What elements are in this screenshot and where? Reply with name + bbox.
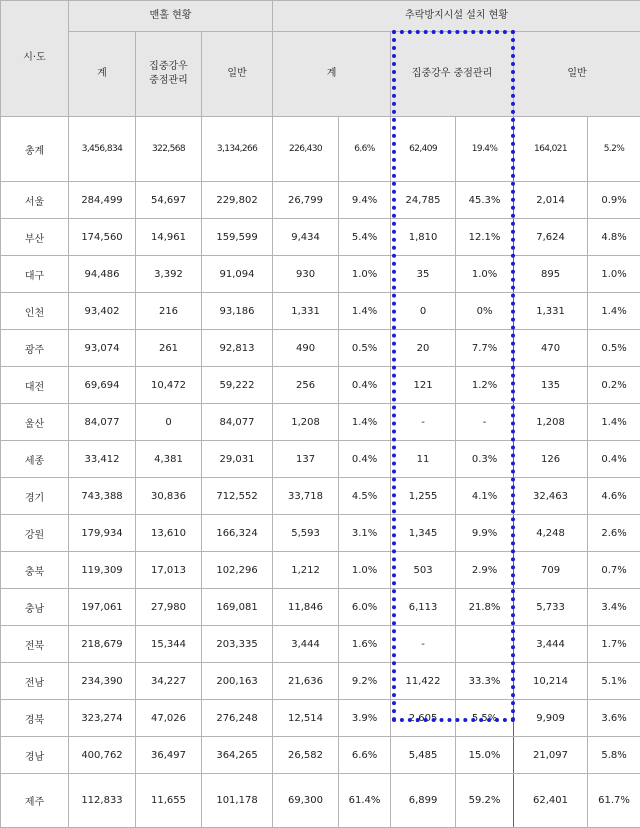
region-cell: 전남	[1, 663, 69, 700]
facility-total-pct-cell: 0.4%	[339, 367, 391, 404]
manhole-intensive-cell: 322,568	[136, 117, 202, 182]
region-cell: 강원	[1, 515, 69, 552]
manhole-general-cell: 166,324	[202, 515, 273, 552]
manhole-general-cell: 91,094	[202, 256, 273, 293]
facility-total-count-cell: 1,212	[273, 552, 339, 589]
facility-total-pct-cell: 6.6%	[339, 117, 391, 182]
facility-general-pct-cell: 0.2%	[588, 367, 640, 404]
facility-general-count-cell: 7,624	[514, 219, 588, 256]
region-cell: 전북	[1, 626, 69, 663]
facility-general-count-cell: 1,331	[514, 293, 588, 330]
manhole-general-cell: 203,335	[202, 626, 273, 663]
facility-intensive-pct-cell: 4.1%	[456, 478, 514, 515]
facility-intensive-count-cell: 5,485	[391, 737, 456, 774]
facility-intensive-count-cell: 503	[391, 552, 456, 589]
manhole-general-cell: 29,031	[202, 441, 273, 478]
region-cell: 경남	[1, 737, 69, 774]
manhole-intensive-cell: 30,836	[136, 478, 202, 515]
manhole-intensive-cell: 14,961	[136, 219, 202, 256]
header-row-sub	[1, 32, 640, 117]
facility-total-count-cell: 1,331	[273, 293, 339, 330]
table-row	[1, 663, 640, 700]
facility-general-count-cell: 3,444	[514, 626, 588, 663]
manhole-total-cell: 119,309	[69, 552, 136, 589]
manhole-general-cell: 92,813	[202, 330, 273, 367]
facility-general-pct-cell: 0.5%	[588, 330, 640, 367]
manhole-intensive-cell: 13,610	[136, 515, 202, 552]
facility-total-pct-cell: 3.9%	[339, 700, 391, 737]
facility-total-count-cell: 11,846	[273, 589, 339, 626]
facility-intensive-count-cell: 1,255	[391, 478, 456, 515]
manhole-total-cell: 284,499	[69, 182, 136, 219]
facility-intensive-pct-cell: 59.2%	[456, 774, 514, 828]
facility-intensive-pct-cell: 5.5%	[456, 700, 514, 737]
table-header	[1, 1, 640, 117]
facility-total-count-cell: 9,434	[273, 219, 339, 256]
manhole-general-cell: 200,163	[202, 663, 273, 700]
region-cell: 광주	[1, 330, 69, 367]
facility-total-pct-cell: 1.4%	[339, 293, 391, 330]
region-cell: 울산	[1, 404, 69, 441]
header-manhole-general: 일반	[202, 32, 273, 117]
region-cell: 경북	[1, 700, 69, 737]
facility-general-pct-cell: 0.7%	[588, 552, 640, 589]
facility-intensive-count-cell: 24,785	[391, 182, 456, 219]
facility-general-count-cell: 9,909	[514, 700, 588, 737]
facility-intensive-pct-cell: 45.3%	[456, 182, 514, 219]
facility-intensive-pct-cell: 1.2%	[456, 367, 514, 404]
facility-intensive-pct-cell: 2.9%	[456, 552, 514, 589]
header-region: 시·도	[1, 1, 69, 117]
facility-intensive-count-cell: 11,422	[391, 663, 456, 700]
header-facility-total: 계	[273, 32, 391, 117]
region-cell: 충남	[1, 589, 69, 626]
facility-general-pct-cell: 2.6%	[588, 515, 640, 552]
facility-total-count-cell: 930	[273, 256, 339, 293]
facility-general-count-cell: 10,214	[514, 663, 588, 700]
table-row	[1, 774, 640, 828]
manhole-general-cell: 276,248	[202, 700, 273, 737]
facility-general-count-cell: 135	[514, 367, 588, 404]
header-facility-status: 추락방지시설 설치 현황	[273, 1, 640, 32]
manhole-general-cell: 364,265	[202, 737, 273, 774]
facility-general-count-cell: 2,014	[514, 182, 588, 219]
facility-intensive-pct-cell: 21.8%	[456, 589, 514, 626]
region-cell: 부산	[1, 219, 69, 256]
manhole-general-cell: 101,178	[202, 774, 273, 828]
manhole-intensive-cell: 3,392	[136, 256, 202, 293]
table-row	[1, 367, 640, 404]
facility-intensive-count-cell: -	[391, 404, 456, 441]
manhole-general-cell: 84,077	[202, 404, 273, 441]
facility-intensive-count-cell: 6,899	[391, 774, 456, 828]
table-body	[1, 117, 640, 828]
facility-total-pct-cell: 6.6%	[339, 737, 391, 774]
facility-total-count-cell: 5,593	[273, 515, 339, 552]
manhole-total-cell: 84,077	[69, 404, 136, 441]
manhole-total-cell: 3,456,834	[69, 117, 136, 182]
facility-total-pct-cell: 61.4%	[339, 774, 391, 828]
manhole-total-cell: 400,762	[69, 737, 136, 774]
header-manhole-total: 계	[69, 32, 136, 117]
facility-intensive-pct-cell: 1.0%	[456, 256, 514, 293]
facility-total-pct-cell: 0.5%	[339, 330, 391, 367]
region-cell: 제주	[1, 774, 69, 828]
facility-general-count-cell: 709	[514, 552, 588, 589]
facility-general-pct-cell: 1.4%	[588, 404, 640, 441]
manhole-total-cell: 743,388	[69, 478, 136, 515]
manhole-general-cell: 712,552	[202, 478, 273, 515]
facility-general-pct-cell: 5.1%	[588, 663, 640, 700]
facility-intensive-count-cell: 35	[391, 256, 456, 293]
facility-intensive-count-cell: 20	[391, 330, 456, 367]
manhole-total-cell: 69,694	[69, 367, 136, 404]
table-row	[1, 293, 640, 330]
manhole-total-cell: 323,274	[69, 700, 136, 737]
facility-intensive-count-cell: -	[391, 626, 456, 663]
manhole-total-cell: 174,560	[69, 219, 136, 256]
facility-general-count-cell: 470	[514, 330, 588, 367]
facility-total-count-cell: 26,582	[273, 737, 339, 774]
facility-total-pct-cell: 9.4%	[339, 182, 391, 219]
facility-general-count-cell: 32,463	[514, 478, 588, 515]
table-row	[1, 515, 640, 552]
facility-total-count-cell: 490	[273, 330, 339, 367]
header-row-group	[1, 1, 640, 32]
facility-general-pct-cell: 3.4%	[588, 589, 640, 626]
manhole-intensive-cell: 11,655	[136, 774, 202, 828]
facility-total-count-cell: 33,718	[273, 478, 339, 515]
manhole-intensive-cell: 17,013	[136, 552, 202, 589]
manhole-intensive-cell: 15,344	[136, 626, 202, 663]
facility-intensive-pct-cell	[456, 626, 514, 663]
manhole-general-cell: 93,186	[202, 293, 273, 330]
manhole-intensive-cell: 261	[136, 330, 202, 367]
facility-general-count-cell: 5,733	[514, 589, 588, 626]
region-cell: 총계	[1, 117, 69, 182]
facility-general-pct-cell: 61.7%	[588, 774, 640, 828]
facility-general-pct-cell: 1.4%	[588, 293, 640, 330]
manhole-intensive-cell: 0	[136, 404, 202, 441]
manhole-intensive-cell: 4,381	[136, 441, 202, 478]
header-manhole-status: 맨홀 현황	[69, 1, 273, 32]
manhole-intensive-cell: 36,497	[136, 737, 202, 774]
facility-total-count-cell: 137	[273, 441, 339, 478]
facility-general-count-cell: 62,401	[514, 774, 588, 828]
facility-total-pct-cell: 1.6%	[339, 626, 391, 663]
table-row	[1, 737, 640, 774]
manhole-general-cell: 102,296	[202, 552, 273, 589]
table-row	[1, 589, 640, 626]
facility-total-pct-cell: 5.4%	[339, 219, 391, 256]
facility-intensive-count-cell: 0	[391, 293, 456, 330]
manhole-intensive-cell: 216	[136, 293, 202, 330]
facility-general-pct-cell: 0.9%	[588, 182, 640, 219]
facility-intensive-count-cell: 1,810	[391, 219, 456, 256]
facility-general-pct-cell: 5.2%	[588, 117, 640, 182]
header-facility-general: 일반	[514, 32, 640, 117]
manhole-total-cell: 197,061	[69, 589, 136, 626]
manhole-general-cell: 59,222	[202, 367, 273, 404]
facility-intensive-pct-cell: -	[456, 404, 514, 441]
facility-general-count-cell: 1,208	[514, 404, 588, 441]
facility-total-count-cell: 12,514	[273, 700, 339, 737]
facility-general-count-cell: 164,021	[514, 117, 588, 182]
header-facility-intensive: 집중강우 중점관리	[391, 32, 514, 117]
table-row	[1, 404, 640, 441]
manhole-intensive-cell: 34,227	[136, 663, 202, 700]
facility-general-count-cell: 126	[514, 441, 588, 478]
facility-intensive-count-cell: 6,113	[391, 589, 456, 626]
manhole-intensive-cell: 54,697	[136, 182, 202, 219]
manhole-total-cell: 234,390	[69, 663, 136, 700]
facility-total-count-cell: 1,208	[273, 404, 339, 441]
facility-general-pct-cell: 1.0%	[588, 256, 640, 293]
facility-total-count-cell: 21,636	[273, 663, 339, 700]
facility-general-pct-cell: 4.8%	[588, 219, 640, 256]
manhole-general-cell: 229,802	[202, 182, 273, 219]
table-row	[1, 219, 640, 256]
manhole-intensive-cell: 47,026	[136, 700, 202, 737]
facility-total-pct-cell: 1.4%	[339, 404, 391, 441]
facility-general-pct-cell: 4.6%	[588, 478, 640, 515]
facility-intensive-count-cell: 11	[391, 441, 456, 478]
header-manhole-intensive: 집중강우 중점관리	[136, 32, 202, 117]
table-row	[1, 478, 640, 515]
region-cell: 대구	[1, 256, 69, 293]
facility-total-count-cell: 226,430	[273, 117, 339, 182]
facility-total-pct-cell: 3.1%	[339, 515, 391, 552]
facility-general-pct-cell: 3.6%	[588, 700, 640, 737]
facility-total-pct-cell: 9.2%	[339, 663, 391, 700]
total-row	[1, 117, 640, 182]
region-cell: 서울	[1, 182, 69, 219]
facility-total-pct-cell: 4.5%	[339, 478, 391, 515]
facility-total-count-cell: 26,799	[273, 182, 339, 219]
facility-total-pct-cell: 1.0%	[339, 552, 391, 589]
facility-general-pct-cell: 1.7%	[588, 626, 640, 663]
facility-intensive-pct-cell: 15.0%	[456, 737, 514, 774]
table-row	[1, 330, 640, 367]
table-row	[1, 700, 640, 737]
facility-total-pct-cell: 6.0%	[339, 589, 391, 626]
facility-general-count-cell: 895	[514, 256, 588, 293]
facility-intensive-pct-cell: 0.3%	[456, 441, 514, 478]
manhole-total-cell: 179,934	[69, 515, 136, 552]
facility-intensive-pct-cell: 12.1%	[456, 219, 514, 256]
region-cell: 충북	[1, 552, 69, 589]
facility-general-pct-cell: 5.8%	[588, 737, 640, 774]
region-cell: 세종	[1, 441, 69, 478]
table-row	[1, 441, 640, 478]
manhole-total-cell: 112,833	[69, 774, 136, 828]
facility-intensive-count-cell: 2,605	[391, 700, 456, 737]
facility-general-count-cell: 21,097	[514, 737, 588, 774]
region-cell: 대전	[1, 367, 69, 404]
facility-total-pct-cell: 0.4%	[339, 441, 391, 478]
facility-intensive-pct-cell: 0%	[456, 293, 514, 330]
facility-total-count-cell: 69,300	[273, 774, 339, 828]
table-row	[1, 552, 640, 589]
facility-intensive-pct-cell: 7.7%	[456, 330, 514, 367]
manhole-general-cell: 169,081	[202, 589, 273, 626]
manhole-total-cell: 94,486	[69, 256, 136, 293]
facility-intensive-count-cell: 121	[391, 367, 456, 404]
region-cell: 경기	[1, 478, 69, 515]
facility-intensive-count-cell: 1,345	[391, 515, 456, 552]
facility-intensive-pct-cell: 33.3%	[456, 663, 514, 700]
table-row	[1, 626, 640, 663]
facility-intensive-pct-cell: 9.9%	[456, 515, 514, 552]
manhole-intensive-cell: 27,980	[136, 589, 202, 626]
manhole-total-cell: 218,679	[69, 626, 136, 663]
facility-general-count-cell: 4,248	[514, 515, 588, 552]
manhole-total-cell: 33,412	[69, 441, 136, 478]
facility-total-count-cell: 3,444	[273, 626, 339, 663]
manhole-total-cell: 93,074	[69, 330, 136, 367]
manhole-total-cell: 93,402	[69, 293, 136, 330]
manhole-general-cell: 159,599	[202, 219, 273, 256]
table-row	[1, 256, 640, 293]
table-row	[1, 182, 640, 219]
facility-total-pct-cell: 1.0%	[339, 256, 391, 293]
facility-intensive-pct-cell: 19.4%	[456, 117, 514, 182]
manhole-intensive-cell: 10,472	[136, 367, 202, 404]
facility-intensive-count-cell: 62,409	[391, 117, 456, 182]
manhole-general-cell: 3,134,266	[202, 117, 273, 182]
region-cell: 인천	[1, 293, 69, 330]
facility-general-pct-cell: 0.4%	[588, 441, 640, 478]
facility-total-count-cell: 256	[273, 367, 339, 404]
